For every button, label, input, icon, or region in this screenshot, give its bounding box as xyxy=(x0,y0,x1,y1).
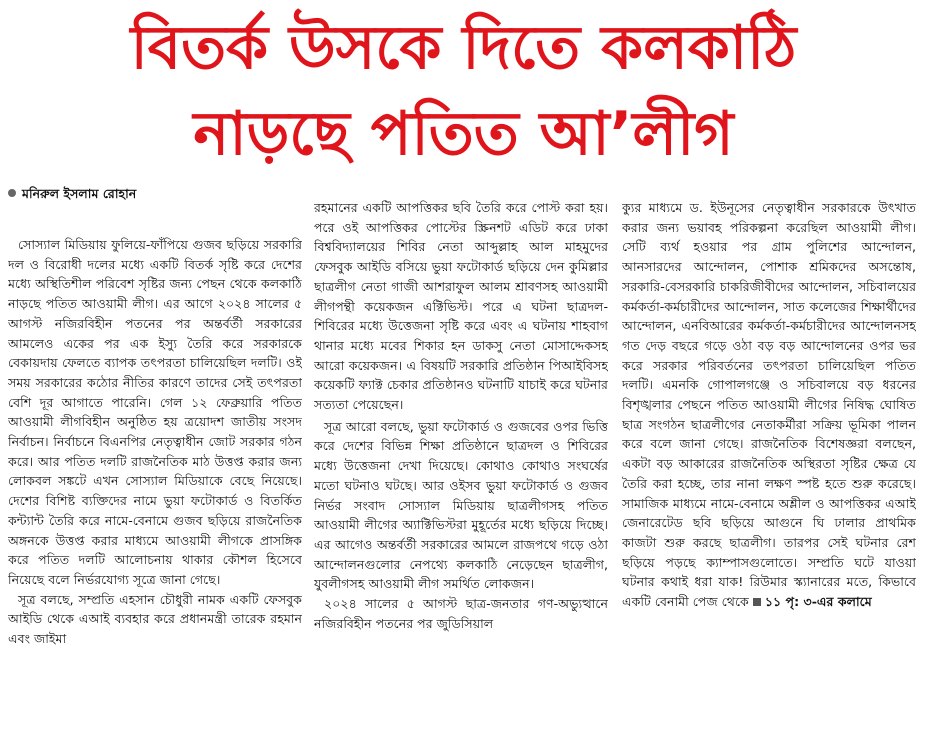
article-column-3 xyxy=(622,198,916,728)
headline-line-1: বিতর্ক উসকে দিতে কলকাঠি xyxy=(130,13,797,83)
paragraph: ২০২৪ সালের ৫ আগস্ট ছাত্র-জনতার গণ-অভ্যুত্থানে নজিরবিহীন পতনের পর জুডিসিয়াল xyxy=(314,596,608,631)
byline xyxy=(8,184,136,204)
bullet-icon xyxy=(8,189,16,197)
article-column-2 xyxy=(314,198,608,728)
article-column-1 xyxy=(8,235,302,728)
continued-on-label: ১১ পৃ: ৩-এর কলামে xyxy=(764,594,872,610)
paragraph: সূত্র বলছে, সম্প্রতি এহসান চৌধুরী নামক একটি ফেসবুক আইডি থেকে এআই ব্যবহার করে প্রধানমন্ত্রী তারেক রহমান এবং জাইমা xyxy=(8,591,302,647)
paragraph: সূত্র আরো বলছে, ভুয়া ফটোকার্ড ও গুজবের ওপর ভিত্তি করে দেশের বিভিন্ন শিক্ষা প্রতিষ্ঠানে ছাত্রদল ও শিবিরের মধ্যে উত্তেজনা দেখা দিয়েছে। কোথাও কোথাও সংঘর্ষের মতো ঘটনাও ঘটছে। আর ওইসব ভুয়া ফটোকার্ড ও গুজব নির্ভর সংবাদ সোস্যাল মিডিয়ায় ছাত্রলীগসহ পতিত আওয়ামী লীগের অ্যাক্টিভিস্টরা মুহূর্তের মধ্যে ছড়িয়ে দিচ্ছে। এর আগেও অন্তর্বর্তী সরকারের আমলে রাজপথে গড়ে ওঠা আন্দোলনগুলোর নেপথ্যে কলকাঠি নেড়েছেন ছাত্রলীগ, যুবলীগসহ আওয়ামী লীগ সমর্থিত লোকজন। xyxy=(314,418,608,592)
author-name: মনিরুল ইসলাম রোহান xyxy=(22,186,137,201)
paragraph xyxy=(622,198,916,612)
paragraph-text: ক্যুর মাধ্যমে ড. ইউনূসের নেতৃত্বাধীন সরকারকে উৎখাত করার জন্য ভয়াবহ পরিকল্পনা করেছিল আওয়ামী লীগ। সেটি ব্যর্থ হওয়ার পর গ্রাম পুলিশের আন্দোলন, আনসারদের আন্দোলন, পোশাক শ্রমিকদের অসন্তোষ, সরকারি-বেসরকারি চাকরিজীবীদের আন্দোলন, সচিবালয়ের কর্মকর্তা-কর্মচারীদের আন্দোলন, সাত কলেজের শিক্ষার্থীদের আন্দোলন, এনবিআরের কর্মকর্তা-কর্মচারীদের আন্দোলনসহ গত দেড় বছরে গড়ে ওঠা বড় বড় আন্দোলনের ওপর ভর করে সরকার পরিবর্তনের তৎপরতা চালিয়েছিল পতিত দলটি। এমনকি গোপালগঞ্জে ও সচিবালয়ে বড় ধরনের বিশৃঙ্খলার পেছনে পতিত আওয়ামী লীগের নিষিদ্ধ ঘোষিত ছাত্র সংগঠন ছাত্রলীগের নেতাকর্মীরা সক্রিয় ভূমিকা পালন করে বলে জানা গেছে। রাজনৈতিক বিশেষজ্ঞরা বলছেন, একটা বড় আকারের রাজনৈতিক অস্থিরতা সৃষ্টির ক্ষেত্র যে তৈরি করা হচ্ছে, তার নানা লক্ষণ স্পষ্ট হতে শুরু করেছে। সামাজিক মাধ্যমে নামে-বেনামে অশ্লীল ও আপত্তিকর এআই জেনারেটেড ছবি ছড়িয়ে আগুনে ঘি ঢালার প্রাথমিক কাজটা শুরু করছে ছাত্রলীগ। তারপর সেই ঘটনার রেশ ছড়িয়ে পড়ছে ক্যাম্পাসগুলোতে। সম্প্রতি ঘটে যাওয়া ঘটনার কথাই ধরা যাক! রিউমার স্ক্যানারের মতে, কিভাবে একটি বেনামী পেজ থেকে xyxy=(622,200,916,610)
square-bullet-icon xyxy=(753,598,761,606)
paragraph: সোস্যাল মিডিয়ায় ফুলিয়ে-ফাঁপিয়ে গুজব ছড়িয়ে সরকারি দল ও বিরোধী দলের মধ্যে একটি বিতর্ক সৃষ্টি করে দেশের মধ্যে অস্থিতিশীল পরিবেশ সৃষ্টির জন্য পেছন থেকে কলকাঠি নাড়ছে পতিত আওয়ামী লীগ। এর আগে ২০২৪ সালের ৫ আগস্ট নজিরবিহীন পতনের পর অন্তর্বর্তী সরকারের আমলেও একের পর এক ইস্যু তৈরি করে সরকারকে বেকায়দায় ফেলতে ব্যাপক তৎপরতা চালিয়েছিল দলটি। ওই সময় সরকারের কঠোর নীতির কারণে তাদের সেই তৎপরতা বেশি দূর আগাতে পারেনি। গেল ১২ ফেব্রুয়ারি পতিত আওয়ামী লীগবিহীন অনুষ্ঠিত হয় ত্রয়োদশ জাতীয় সংসদ নির্বাচন। নির্বাচনে বিএনপির নেতৃত্বাধীন জোট সরকার গঠন করে। আর পতিত দলটি রাজনৈতিক মাঠ উত্তপ্ত করার জন্য লোকবল সঙ্কটে এখন সোস্যাল মিডিয়াকে বেছে নিয়েছে। দেশের বিশিষ্ট ব্যক্তিদের নামে ভুয়া ফটোকার্ড ও বিতর্কিত কন্ট্যান্ট তৈরি করে নামে-বেনামে গুজব ছড়িয়ে রাজনৈতিক অঙ্গনকে উত্তপ্ত করার মাধ্যমে আওয়ামী লীগকে প্রাসঙ্গিক করে পতিত দলটি আলোচনায় থাকার কৌশল হিসেবে নিয়েছে বলে নির্ভরযোগ্য সূত্রে জানা গেছে। xyxy=(8,237,302,587)
paragraph: রহমানের একটি আপত্তিকর ছবি তৈরি করে পোস্ট করা হয়। পরে ওই আপত্তিকর পোস্টের স্ক্রিনশট এডিট করে ঢাকা বিশ্ববিদ্যালয়ের শিবির নেতা আব্দুল্লাহ আল মাহমুদের ফেসবুক আইডি বসিয়ে ভুয়া ফটোকার্ড ছড়িয়ে দেন কুমিল্লার ছাত্রলীগ নেতা গাজী আশরাফুল আলম শ্রাবণসহ আওয়ামী লীগপন্থী কয়েকজন এক্টিভিস্ট। পরে এ ঘটনা ছাত্রদল-শিবিরের মধ্যে উত্তেজনা সৃষ্টি করে এবং এ ঘটনায় শাহবাগ থানার মধ্যে মবের শিকার হন ডাকসু নেতা মোসাদ্দেকসহ আরো কয়েকজন। এ বিষয়টি সরকারি প্রতিষ্ঠান পিআইবিসহ কয়েকটি ফ্যাক্ট চেকার প্রতিষ্ঠানও ঘটনাটি যাচাই করে ঘটনার সত্যতা পেয়েছেন। xyxy=(314,200,608,413)
headline xyxy=(0,0,927,178)
headline-line-2: নাড়ছে পতিত আ’লীগ xyxy=(193,99,734,169)
